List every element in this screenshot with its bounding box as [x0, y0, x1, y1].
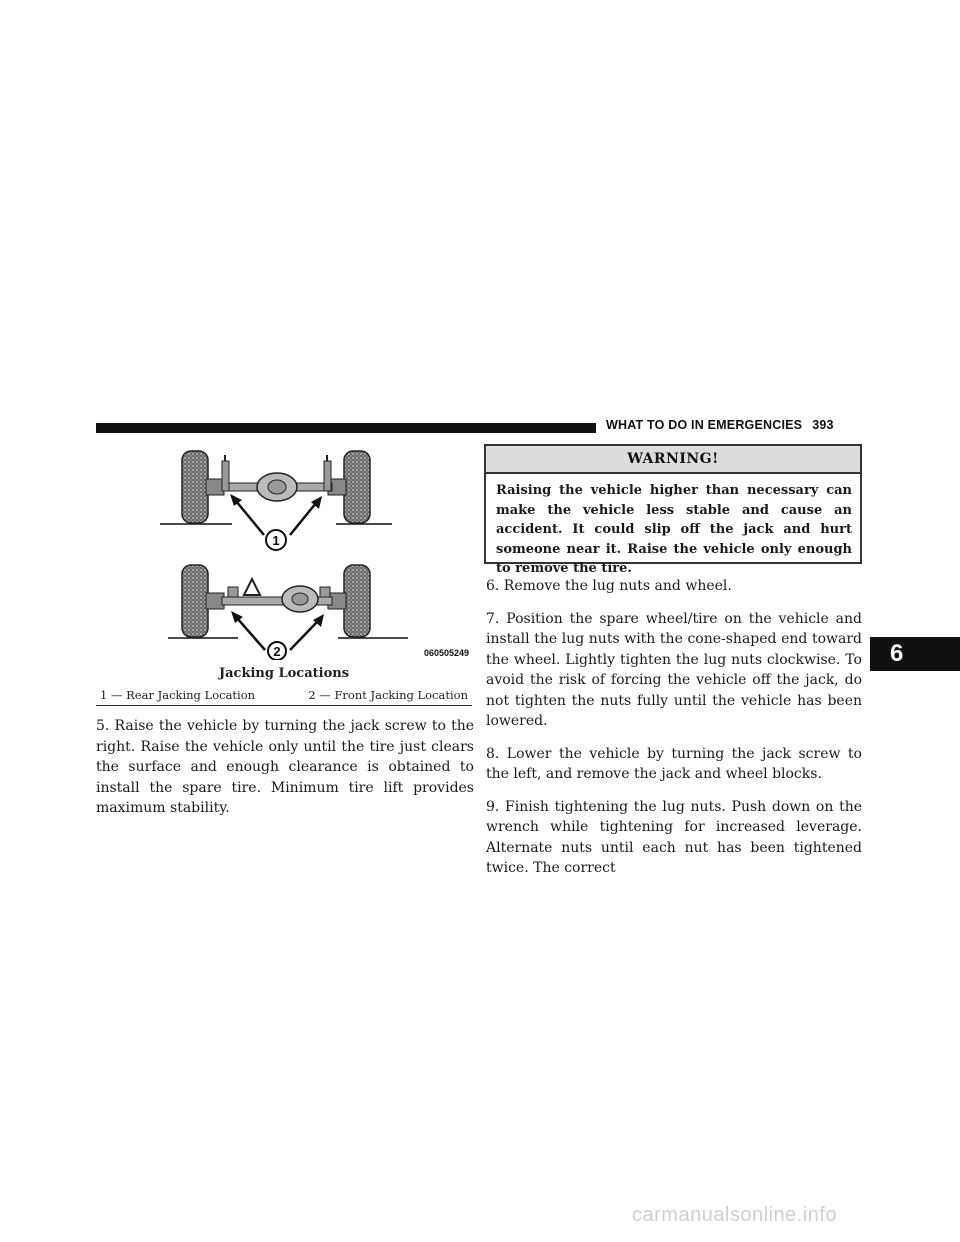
watermark: carmanualsonline.info [632, 1204, 838, 1226]
left-column-text [96, 716, 474, 819]
warning-title: WARNING! [486, 446, 860, 474]
chapter-tab: 6 [870, 637, 960, 671]
header-rule-bar [96, 423, 596, 433]
figure-legend [96, 688, 472, 702]
warning-box [484, 444, 862, 576]
front-right-tire [344, 565, 370, 637]
front-axle-diagram [168, 565, 408, 660]
step-8-paragraph: 8. Lower the vehicle by turning the jack screw to the left, and remove the jack and wheel blocks. [486, 745, 862, 782]
callout-1-label: 1 [272, 533, 280, 548]
figure-caption-title: Jacking Locations [218, 666, 350, 681]
figure-image-code: 060505249 [424, 648, 470, 658]
rear-left-tire [182, 451, 208, 523]
running-header [606, 418, 866, 436]
section-title: WHAT TO DO IN EMERGENCIES [606, 418, 803, 432]
front-left-tire [182, 565, 208, 637]
rear-right-tire [344, 451, 370, 523]
step-6-paragraph: 6. Remove the lug nuts and wheel. [486, 578, 732, 594]
page-number: 393 [812, 418, 834, 432]
legend-rule [96, 705, 472, 706]
jacking-locations-figure [160, 445, 478, 660]
legend-item-front: 2 — Front Jacking Location [308, 688, 468, 702]
legend-item-rear: 1 — Rear Jacking Location [100, 688, 256, 702]
step-5-paragraph: 5. Raise the vehicle by turning the jack screw to the right. Raise the vehicle only until the tire just clears the surface and enough clearance is obtained to install the spare tire. Minimum tire lift provides maximum stability. [96, 718, 474, 816]
step-9-paragraph: 9. Finish tightening the lug nuts. Push down on the wrench while tightening for increased leverage. Alternate nuts until each nut has been tightened twice. The correct [486, 798, 862, 876]
step-7-paragraph: 7. Position the spare wheel/tire on the vehicle and install the lug nuts with the cone-shaped end toward the wheel. Lightly tighten the lug nuts clockwise. To avoid the risk of forcing the vehicle off the jack, do not tighten the nuts fully until the vehicle has been lowered. [486, 610, 862, 729]
rear-axle-diagram [160, 451, 392, 550]
callout-2-label: 2 [273, 644, 281, 659]
right-column-text [486, 576, 862, 891]
warning-text: Raising the vehicle higher than necessary can make the vehicle less stable and cause an accident. It could slip off the jack and hurt someone near it. Raise the vehicle only enough to remove the tire. [496, 483, 852, 576]
